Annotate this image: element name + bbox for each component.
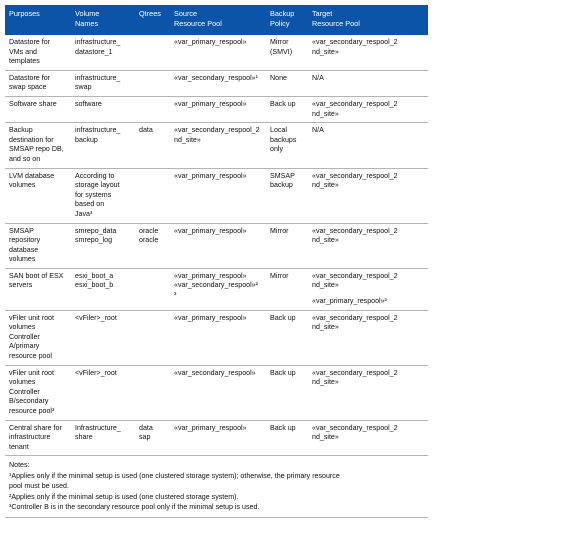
- cell-line: «var_secondary_respool_2: [312, 368, 398, 377]
- table-notes: [5, 456, 428, 518]
- note-line: ³Controller B is in the secondary resource pool only if the minimal setup is used.: [9, 503, 260, 512]
- cell-line: resource pool: [9, 352, 52, 361]
- cell-line: volumes: [9, 181, 36, 190]
- cell-line: Mirror: [270, 271, 289, 280]
- cell-line: N/A: [312, 126, 324, 135]
- cell-line: Controller: [9, 332, 40, 341]
- table-row: [5, 96, 428, 122]
- cell-line: VMs and: [9, 47, 37, 56]
- header-volume-names: Volume Names: [71, 5, 135, 35]
- cell-source-resource-pool: [170, 168, 266, 223]
- cell-line: nd_site»: [312, 433, 339, 442]
- table-row: [5, 310, 428, 365]
- cell-line: (SMVI): [270, 47, 293, 56]
- cell-line: infrastructure: [9, 433, 51, 442]
- cell-line: infrastructure_: [75, 38, 121, 46]
- table-row: [5, 70, 428, 96]
- cell-backup-policy: [266, 310, 308, 365]
- cell-qtrees: [135, 420, 170, 456]
- cell-target-resource-pool: [308, 420, 428, 456]
- cell-line: «var_secondary_respool_2: [312, 99, 398, 108]
- cell-target-resource-pool: [308, 123, 428, 168]
- cell-line: infrastructure_: [75, 73, 121, 82]
- cell-target-resource-pool: [308, 223, 428, 268]
- cell-line: «var_secondary_respool_2: [312, 423, 398, 432]
- cell-purpose: [5, 223, 71, 268]
- cell-line: nd_site»: [312, 109, 339, 118]
- header-target-resource-pool: Target Resource Pool: [308, 5, 428, 35]
- cell-line: volumes: [9, 378, 36, 387]
- cell-target-resource-pool: [308, 268, 428, 310]
- cell-line: Back up: [270, 423, 296, 432]
- cell-line: infrastructure_: [75, 126, 121, 135]
- cell-qtrees: [135, 168, 170, 223]
- cell-line: «var_secondary_respool_2: [312, 313, 398, 322]
- cell-line: «var_secondary_respool_2: [174, 126, 260, 135]
- cell-target-resource-pool: [308, 168, 428, 223]
- cell-line: oracle: [139, 236, 159, 245]
- cell-line: Software share: [9, 99, 57, 108]
- cell-line: Back up: [270, 99, 296, 108]
- cell-line: volumes: [9, 255, 36, 264]
- cell-backup-policy: [266, 168, 308, 223]
- cell-backup-policy: [266, 70, 308, 96]
- header-purposes: Purposes: [5, 5, 71, 35]
- cell-line: «var_primary_respool»: [174, 171, 247, 180]
- cell-backup-policy: [266, 223, 308, 268]
- cell-line: Datastore for: [9, 73, 51, 82]
- cell-purpose: [5, 96, 71, 122]
- cell-line: «var_secondary_respool»²: [174, 281, 258, 290]
- cell-backup-policy: [266, 96, 308, 122]
- cell-purpose: [5, 420, 71, 456]
- cell-line: swap: [75, 83, 92, 92]
- cell-volume-names: [71, 168, 135, 223]
- table-row: [5, 420, 428, 456]
- cell-line: «var_primary_respool»: [174, 226, 247, 235]
- cell-purpose: [5, 168, 71, 223]
- cell-line: oracle: [139, 226, 159, 235]
- cell-line: storage layout: [75, 181, 120, 190]
- header-qtrees: Qtrees: [135, 5, 170, 35]
- cell-line: sap: [139, 433, 151, 442]
- cell-source-resource-pool: [170, 268, 266, 310]
- cell-volume-names: [71, 35, 135, 70]
- cell-line: nd_site»: [312, 378, 339, 387]
- cell-line: backup: [75, 135, 98, 144]
- cell-purpose: [5, 35, 71, 70]
- cell-backup-policy: [266, 268, 308, 310]
- table-row: [5, 223, 428, 268]
- cell-line: «var_primary_respool»: [174, 423, 247, 432]
- table-row: [5, 123, 428, 168]
- cell-source-resource-pool: [170, 420, 266, 456]
- cell-line: SMSAP: [270, 171, 295, 180]
- cell-line: Local: [270, 126, 287, 135]
- cell-line: Infrastructure_: [75, 423, 121, 432]
- cell-line: Java³: [75, 209, 93, 218]
- cell-qtrees: [135, 35, 170, 70]
- cell-line: SMSAP repo DB,: [9, 145, 64, 154]
- cell-line: only: [270, 145, 284, 154]
- cell-line: nd_site»: [312, 181, 339, 190]
- notes-title: Notes:: [9, 461, 30, 470]
- table-row: [5, 365, 428, 420]
- cell-line: «var_primary_respool»: [174, 99, 247, 108]
- cell-line: «var_secondary_respool»: [174, 368, 256, 377]
- cell-line: According to: [75, 171, 115, 180]
- header-backup-policy: Backup Policy: [266, 5, 308, 35]
- cell-purpose: [5, 310, 71, 365]
- table-row: [5, 168, 428, 223]
- cell-line: tenant: [9, 442, 29, 451]
- cell-line: «var_primary_respool»: [174, 313, 247, 322]
- cell-backup-policy: [266, 365, 308, 420]
- table-row: [5, 268, 428, 310]
- cell-source-resource-pool: [170, 123, 266, 168]
- cell-line: share: [75, 433, 93, 442]
- cell-volume-names: [71, 268, 135, 310]
- cell-source-resource-pool: [170, 35, 266, 70]
- cell-line: swap space: [9, 83, 47, 92]
- cell-volume-names: [71, 123, 135, 168]
- cell-line: <vFiler>_root: [75, 368, 117, 377]
- cell-purpose: [5, 365, 71, 420]
- cell-line: «var_secondary_respool_2: [312, 171, 398, 180]
- cell-line: data: [139, 126, 153, 135]
- cell-line: SMSAP: [9, 226, 34, 235]
- cell-source-resource-pool: [170, 223, 266, 268]
- cell-line: backup: [270, 181, 293, 190]
- volume-resource-pool-table: [5, 5, 428, 456]
- cell-backup-policy: [266, 420, 308, 456]
- cell-source-resource-pool: [170, 365, 266, 420]
- cell-line: «var_primary_respool»²: [312, 297, 387, 306]
- cell-purpose: [5, 123, 71, 168]
- cell-target-resource-pool: [308, 70, 428, 96]
- cell-line: ³: [174, 291, 177, 300]
- cell-line: software: [75, 99, 102, 108]
- cell-line: «var_secondary_respool_2: [312, 271, 398, 280]
- cell-line: vFiler unit root: [9, 368, 54, 377]
- cell-line: «var_secondary_respool»¹: [174, 73, 258, 82]
- cell-line: servers: [9, 281, 33, 290]
- cell-qtrees: [135, 123, 170, 168]
- cell-line: Back up: [270, 368, 296, 377]
- cell-line: based on: [75, 200, 105, 209]
- cell-volume-names: [71, 223, 135, 268]
- cell-line: database: [9, 245, 39, 254]
- cell-source-resource-pool: [170, 96, 266, 122]
- cell-line: Back up: [270, 313, 296, 322]
- note-line: ¹Applies only if the minimal setup is used (one clustered storage system); otherwise, the primary resource: [9, 471, 340, 480]
- cell-target-resource-pool: [308, 365, 428, 420]
- cell-line: nd_site»: [174, 135, 201, 144]
- cell-line: «var_secondary_respool_2: [312, 38, 398, 46]
- cell-line: for systems: [75, 190, 112, 199]
- cell-source-resource-pool: [170, 310, 266, 365]
- cell-source-resource-pool: [170, 70, 266, 96]
- cell-qtrees: [135, 365, 170, 420]
- resource-pool-table-document: [5, 5, 428, 518]
- cell-volume-names: [71, 420, 135, 456]
- cell-line: backups: [270, 135, 297, 144]
- cell-qtrees: [135, 223, 170, 268]
- cell-volume-names: [71, 365, 135, 420]
- cell-line: SAN boot of ESX: [9, 271, 64, 280]
- cell-target-resource-pool: [308, 96, 428, 122]
- cell-line: destination for: [9, 135, 54, 144]
- cell-backup-policy: [266, 123, 308, 168]
- cell-backup-policy: [266, 35, 308, 70]
- cell-line: N/A: [312, 73, 324, 82]
- cell-line: data: [139, 423, 153, 432]
- cell-line: «var_secondary_respool_2: [312, 226, 398, 235]
- header-source-resource-pool: Source Resource Pool: [170, 5, 266, 35]
- cell-qtrees: [135, 268, 170, 310]
- cell-line: smrepo_log: [75, 236, 113, 245]
- cell-line: «var_primary_respool»: [174, 271, 247, 280]
- cell-qtrees: [135, 310, 170, 365]
- cell-line: nd_site»: [312, 323, 339, 332]
- cell-line: esxi_boot_b: [75, 281, 114, 290]
- cell-qtrees: [135, 70, 170, 96]
- cell-line: esxi_boot_a: [75, 271, 114, 280]
- cell-line: Datastore for: [9, 38, 51, 46]
- cell-volume-names: [71, 310, 135, 365]
- cell-line: smrepo_data: [75, 226, 117, 235]
- cell-line: nd_site»: [312, 236, 339, 245]
- cell-purpose: [5, 268, 71, 310]
- cell-line: A/primary: [9, 342, 40, 351]
- cell-line: None: [270, 73, 287, 82]
- table-header-row: [5, 5, 428, 35]
- cell-line: Central share for: [9, 423, 62, 432]
- note-line: ²Applies only if the minimal setup is used (one clustered storage system).: [9, 492, 239, 501]
- cell-qtrees: [135, 96, 170, 122]
- cell-line: Backup: [9, 126, 33, 135]
- cell-line: Mirror: [270, 38, 289, 46]
- cell-line: Controller: [9, 387, 40, 396]
- cell-line: repository: [9, 236, 41, 245]
- cell-line: vFiler unit root: [9, 313, 54, 322]
- cell-line: Mirror: [270, 226, 289, 235]
- cell-line: nd_site»: [312, 47, 339, 56]
- cell-line: LVM database: [9, 171, 55, 180]
- cell-line: volumes: [9, 323, 36, 332]
- table-row: [5, 35, 428, 70]
- cell-line: nd_site»: [312, 281, 339, 290]
- cell-line: datastore_1: [75, 47, 113, 56]
- table-body: [5, 35, 428, 456]
- cell-line: «var_primary_respool»: [174, 38, 247, 46]
- cell-target-resource-pool: [308, 310, 428, 365]
- cell-volume-names: [71, 70, 135, 96]
- cell-line: templates: [9, 57, 40, 66]
- cell-line: and so on: [9, 154, 41, 163]
- cell-volume-names: [71, 96, 135, 122]
- cell-purpose: [5, 70, 71, 96]
- cell-target-resource-pool: [308, 35, 428, 70]
- cell-line: <vFiler>_root: [75, 313, 117, 322]
- cell-line: resource pool³: [9, 407, 55, 415]
- cell-line: B/secondary: [9, 397, 49, 406]
- note-line: pool must be used.: [9, 482, 69, 491]
